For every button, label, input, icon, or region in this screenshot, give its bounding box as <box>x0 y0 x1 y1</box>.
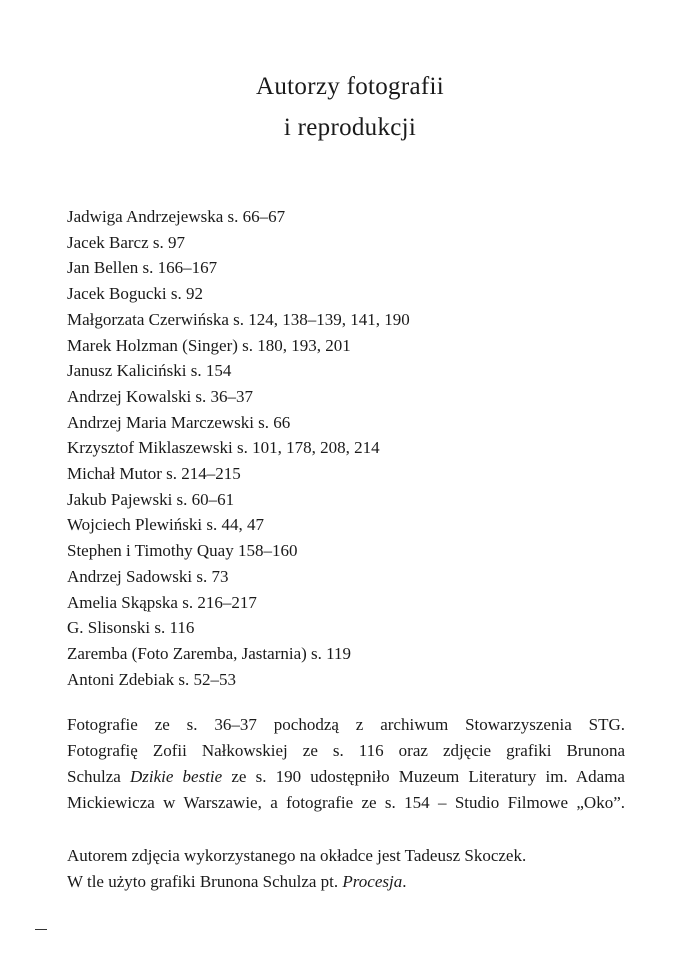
credit-item: Małgorzata Czerwińska s. 124, 138–139, 141, 190 <box>67 309 410 329</box>
credit-item: Zaremba (Foto Zaremba, Jastarnia) s. 119 <box>67 643 352 663</box>
credit-item: Andrzej Maria Marczewski s. 66 <box>67 412 291 432</box>
archive-paragraph <box>67 712 625 816</box>
crop-mark <box>35 929 47 930</box>
credit-item: Andrzej Sadowski s. 73 <box>67 566 229 586</box>
title-line-1: Autorzy fotografii <box>256 73 444 100</box>
credit-item: Wojciech Plewiński s. 44, 47 <box>67 515 264 535</box>
title-line-2: i reprodukcji <box>283 114 417 141</box>
paragraph-text: Schulza <box>67 767 130 786</box>
paragraph-text: . <box>402 872 407 891</box>
credit-item: Marek Holzman (Singer) s. 180, 193, 201 <box>67 335 351 355</box>
paragraph-line: Fotografię Zofii Nałkowskiej ze s. 116 oraz zdjęcie grafiki Brunona <box>67 741 625 760</box>
cover-paragraph <box>67 843 625 895</box>
credit-item: G. Slisonski s. 116 <box>67 618 195 638</box>
credit-item: Andrzej Kowalski s. 36–37 <box>67 386 254 406</box>
paragraph-line: Autorem zdjęcia wykorzystanego na okładce jest Tadeusz Skoczek. <box>67 846 527 865</box>
paragraph-line: Fotografie ze s. 36–37 pochodzą z archiwum Stowarzyszenia STG. <box>67 715 625 734</box>
credit-item: Jakub Pajewski s. 60–61 <box>67 489 235 509</box>
credit-item: Stephen i Timothy Quay 158–160 <box>67 541 298 561</box>
paragraph-text: W tle użyto grafiki Brunona Schulza pt. <box>67 872 343 891</box>
credit-item: Jacek Bogucki s. 92 <box>67 284 203 304</box>
credit-item: Jadwiga Andrzejewska s. 66–67 <box>67 207 286 226</box>
paragraph-line <box>67 764 625 790</box>
credit-item: Jan Bellen s. 166–167 <box>67 258 218 278</box>
page-title <box>0 66 700 148</box>
artwork-title: Procesja <box>342 872 403 891</box>
credit-item: Antoni Zdebiak s. 52–53 <box>67 669 237 689</box>
paragraph-line: Mickiewicza w Warszawie, a fotografie ze s. 154 – Studio Filmowe „Oko”. <box>67 793 625 812</box>
paragraph-line <box>67 869 625 895</box>
credit-item: Michał Mutor s. 214–215 <box>67 464 241 484</box>
credit-item: Amelia Skąpska s. 216–217 <box>67 592 257 612</box>
credit-item: Krzysztof Miklaszewski s. 101, 178, 208, 214 <box>67 438 380 458</box>
paragraph-text: ze s. 190 udostępniło Muzeum Literatury im. Adama <box>222 767 625 786</box>
credit-item: Jacek Barcz s. 97 <box>67 232 186 252</box>
credits-list <box>67 204 410 692</box>
artwork-title: Dzikie bestie <box>129 767 223 786</box>
credit-item: Janusz Kaliciński s. 154 <box>67 361 232 381</box>
